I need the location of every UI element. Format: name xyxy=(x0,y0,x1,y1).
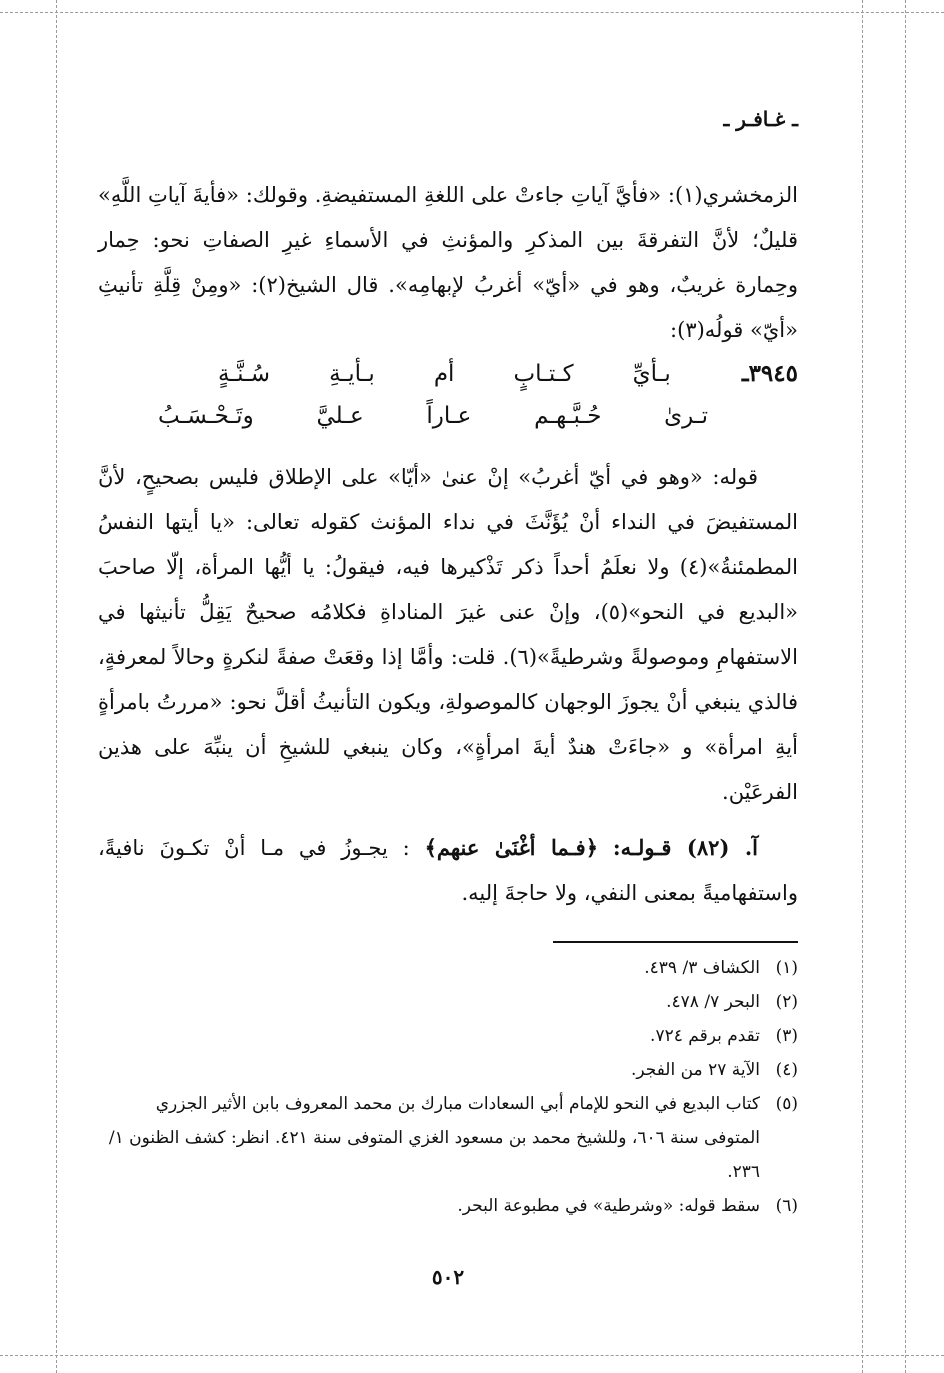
footnote-text: كتاب البديع في النحو للإمام أبي السعادات مبارك بن محمد المعروف بابن الأثير الجزري المتوفى سنة ٦٠٦، وللشيخ محمد بن مسعود الغزي المتوفى سنة ٤٢١. انظر: كشف الظنون ١/ ٢٣٦. xyxy=(108,1094,760,1182)
footnote-text: تقدم برقم ٧٢٤. xyxy=(650,1026,760,1046)
scan-edge-bottom xyxy=(0,1355,944,1356)
footnote-number: (٣) xyxy=(775,1026,798,1046)
quran-quote: ﴿فـما أغْنَىٰ عنهم﴾ xyxy=(424,835,599,860)
paragraph-zamakhshari: الزمخشري(١): «فأيَّ آياتِ جاءتْ على اللغةِ المستفيضةِ. وقولك: «فأيةَ آياتِ اللَّهِ» قليلٌ؛ لأنَّ التفرقةَ بين المذكرِ والمؤنثِ في الأسماءِ غيرِ الصفاتِ نحو: حِمار وحِمارة غريبٌ، وهو في «أيّ» أغربُ لإبهامِه». قال الشيخ(٢): «ومِنْ قِلَّةِ تأنيثِ «أيّ» قولُه(٣): xyxy=(98,183,798,342)
footnote-number: (٦) xyxy=(775,1196,798,1216)
footnote-text: الكشاف ٣/ ٤٣٩. xyxy=(644,958,760,978)
verse-line-2 xyxy=(98,395,798,437)
verse-word: كـتـابٍ xyxy=(513,361,574,387)
verse-word: عـاراً xyxy=(426,403,472,429)
footnote-separator xyxy=(553,941,798,943)
footnotes xyxy=(98,951,798,1223)
paragraph-verse-82 xyxy=(98,825,798,916)
scan-edge-right-outer xyxy=(905,0,906,1373)
scan-edge-left xyxy=(56,0,57,1373)
verse-number: ٣٩٤٥ـ xyxy=(741,360,798,387)
verse-word: بـأيِّ xyxy=(632,361,671,387)
footnote-number: (٥) xyxy=(775,1094,798,1114)
verse-line-1 xyxy=(98,353,798,395)
footnote xyxy=(98,1189,798,1223)
verse-82-label: آ. (٨٢) قـولـه: xyxy=(612,835,758,860)
verse-word: بـأيـةِ xyxy=(329,361,375,387)
main-text xyxy=(98,173,798,916)
verse-word: حُـبَّـهـم xyxy=(534,403,602,429)
footnote-number: (٢) xyxy=(775,992,798,1012)
footnote-text: سقط قوله: «وشرطية» في مطبوعة البحر. xyxy=(457,1196,760,1216)
verse-word: تـرىٰ xyxy=(664,403,708,429)
footnote xyxy=(98,1053,798,1087)
footnote-text: الآية ٢٧ من الفجر. xyxy=(630,1060,760,1080)
footnote xyxy=(98,1019,798,1053)
footnote-text: البحر ٧/ ٤٧٨. xyxy=(666,992,760,1012)
page-number: ٥٠٢ xyxy=(431,1265,465,1289)
verse-word: وتَـحْـسَـبُ xyxy=(158,403,254,429)
footnote xyxy=(98,1087,798,1189)
poetry-verse xyxy=(98,353,798,437)
verse-82-text: : يجـوزُ في مـا أنْ تكـونَ نافيةً، واستفهاميةً بمعنى النفي، ولا حاجةَ إليه. xyxy=(98,836,798,905)
footnote xyxy=(98,951,798,985)
scan-edge-top xyxy=(0,12,944,13)
verse-word: أم xyxy=(433,361,455,387)
footnote-number: (٤) xyxy=(775,1060,798,1080)
footnote-number: (١) xyxy=(775,958,798,978)
running-head: ـ غـافـر ـ xyxy=(723,107,798,131)
scan-edge-right xyxy=(862,0,863,1373)
verse-word: عـليَّ xyxy=(316,403,364,429)
verse-word: سُـنَّـةٍ xyxy=(218,361,271,387)
footnote xyxy=(98,985,798,1019)
paragraph-commentary: قوله: «وهو في أيّ أغربُ» إنْ عنىٰ «أيّا» على الإطلاق فليس بصحيحٍ، لأنَّ المستفيضَ في النداء أنْ يُؤَنَّثَ في نداء المؤنث كقوله تعالى: «يا أيتها النفسُ المطمئنةُ»(٤) ولا نعلَمُ أحداً ذكر تَذْكيرها فيه، فيقولُ: يا أيُّها المرأة، إلّا صاحبَ «البديع في النحو»(٥)، وإنْ عنى غيرَ المناداةِ فكلامُه صحيحٌ يَقِلُّ تأنيثها في الاستفهامِ وموصولةً وشرطيةً»(٦). قلت: وأمَّا إذا وقعَتْ صفةً لنكرةٍ وحالاً لمعرفةٍ، فالذي ينبغي أنْ يجوزَ الوجهان كالموصولةِ، ويكون التأنيثُ أقلَّ نحو: «مررتُ بامرأةٍ أيةِ امرأة» و «جاءَتْ هندٌ أيةَ امرأةٍ»، وكان ينبغي للشيخِ أن ينبِّهَ على هذين الفرعَيْن. xyxy=(98,465,798,804)
book-page xyxy=(98,95,798,1313)
